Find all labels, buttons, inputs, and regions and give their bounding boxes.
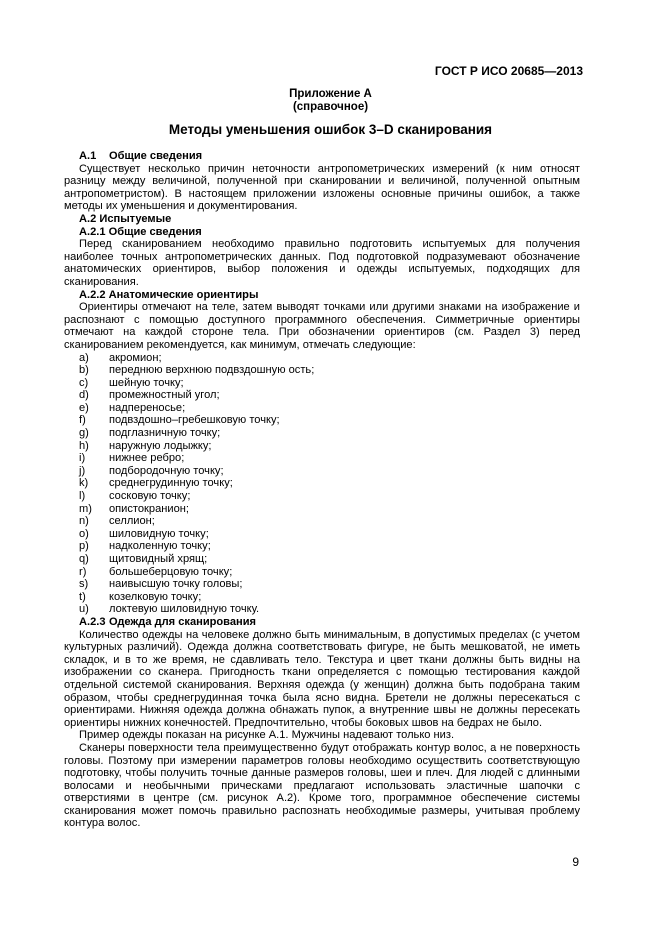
list-item-marker: n) — [79, 515, 89, 528]
list-item-marker: g) — [79, 427, 89, 440]
section-a22-heading: А.2.2 Анатомические ориентиры — [79, 288, 259, 301]
list-item — [64, 414, 580, 427]
list-item-marker: o) — [79, 527, 89, 540]
list-item-text: щитовидный хрящ; — [109, 553, 208, 565]
list-item — [64, 477, 580, 490]
list-item-text: нижнее ребро; — [109, 452, 185, 465]
list-item-text: подбородочную точку; — [109, 464, 224, 477]
list-item — [64, 553, 580, 566]
annex-kind: (справочное) — [292, 101, 369, 113]
document-body — [64, 150, 580, 830]
list-item-text: наружную лодыжку; — [109, 439, 212, 452]
list-item-marker: t) — [79, 590, 86, 603]
section-number: А.2.3 — [79, 615, 106, 628]
list-item — [64, 377, 580, 390]
list-item — [64, 578, 580, 591]
list-item-marker: e) — [79, 401, 89, 414]
list-item-marker: i) — [79, 452, 86, 465]
section-number: А.1 — [79, 150, 97, 162]
list-item — [64, 452, 580, 465]
section-a1-text: Существует несколько причин неточности антропометрических измерений (к ним относят разницу между величиной, полученной при сканировании и величиной, полученной опытным антропометристом). В настоящем приложении изложены основные причины ошибок, а также методы их уменьшения и документирования. — [64, 162, 580, 213]
list-item — [64, 364, 580, 377]
list-item — [64, 389, 580, 402]
section-a23-paragraph-3: Сканеры поверхности тела преимущественно будут отображать контур волос, а не поверхность головы. Поэтому при измерении параметров головы необходимо осуществить соответствующую подготовку, чтобы получить точные данные размеров головы, шеи и плеч. Для людей с длинными волосами и необычными прическами предлагают использовать эластичные шапочки с отверстиями в центре (см. рисунок А.2). Кроме того, программное обеспечение системы сканирования может помочь правильно распознать необходимые размеры, учитывая проблему контура волос. — [64, 741, 580, 830]
list-item — [64, 566, 580, 579]
list-item-text: опистокранион; — [109, 502, 189, 515]
list-item — [64, 490, 580, 503]
list-item-text: акромион; — [109, 351, 162, 364]
list-item-text: шейную точку; — [109, 376, 184, 389]
page-title: Методы уменьшения ошибок 3–D сканирования — [168, 122, 493, 137]
list-item-marker: q) — [79, 553, 89, 565]
list-item-text: селлион; — [109, 515, 155, 528]
list-item — [64, 528, 580, 541]
list-item-marker: b) — [79, 364, 89, 377]
list-item — [64, 515, 580, 528]
list-item — [64, 591, 580, 604]
list-item — [64, 427, 580, 440]
section-a1-heading — [64, 150, 580, 163]
section-a21-heading: А.2.1 Общие сведения — [79, 225, 202, 238]
list-item-text: локтевую шиловидную точку. — [109, 603, 260, 616]
list-item-marker: h) — [79, 439, 89, 452]
list-item-text: среднегрудинную точку; — [109, 477, 233, 490]
list-item — [64, 440, 580, 453]
section-a23-paragraph-1: Количество одежды на человеке должно быть минимальным, в допустимых пределах (с учетом культурных различий). Одежда должна соответствовать фигуре, не быть мешковатой, не иметь складок, и в то же время, не сдавливать тело. Текстура и цвет ткани должны быть видны на изображении со сканера. Пригодность ткани определяется с помощью тестирования каждой отдельной системой сканирования. Верхняя одежда (у женщин) должна быть подобрана таким образом, чтобы среднегрудинная точка была ясно видна. Бретели не должны пересекаться с ориентирами. Нижняя одежда должна обнажать пупок, а внутренние швы не должны пересекать ориентиры нижних конечностей. Предпочтительно, чтобы боковых швов на бедрах не было. — [64, 628, 580, 729]
section-title: Общие сведения — [109, 150, 203, 162]
list-item — [64, 603, 580, 616]
list-item-text: надколенную точку; — [109, 540, 211, 553]
list-item-text: переднюю верхнюю подвздошную ость; — [109, 364, 315, 377]
list-item-marker: f) — [79, 414, 86, 427]
landmark-list — [64, 352, 580, 616]
list-item-text: подглазничную точку; — [109, 427, 221, 440]
list-item-text: шиловидную точку; — [109, 527, 209, 540]
annex-label: Приложение А — [289, 88, 372, 100]
list-item — [64, 352, 580, 365]
list-item-text: подвздошно–гребешковую точку; — [109, 414, 280, 427]
list-item-marker: u) — [79, 603, 89, 616]
list-item — [64, 540, 580, 553]
list-item-marker: s) — [79, 578, 89, 591]
section-a21-text: Перед сканированием необходимо правильно подготовить испытуемых для получения наиболее точных антропометрических данных. Под подготовкой подразумевают обозначение анатомических ориентиров, выбор положения и одежды испытуемых, подходящих для сканирования. — [64, 238, 580, 288]
list-item-marker: a) — [79, 351, 89, 364]
list-item-marker: d) — [79, 389, 89, 402]
list-item-marker: m) — [79, 502, 92, 515]
section-a2-heading: А.2 Испытуемые — [79, 212, 172, 225]
list-item-text: сосковую точку; — [109, 490, 191, 503]
list-item — [64, 465, 580, 478]
list-item-text: большеберцовую точку; — [109, 565, 233, 578]
list-item-text: наивысшую точку головы; — [109, 578, 243, 591]
section-a23-paragraph-2: Пример одежды показан на рисунке А.1. Мужчины надевают только низ. — [79, 729, 455, 742]
list-item — [64, 503, 580, 516]
section-a23-heading — [64, 616, 580, 629]
annex-heading — [0, 88, 661, 114]
list-item-text: промежностный угол; — [109, 389, 220, 402]
document-header: ГОСТ Р ИСО 20685—2013 — [434, 64, 583, 78]
list-item — [64, 402, 580, 415]
list-item-text: козелковую точку; — [109, 590, 202, 603]
section-title: Одежда для сканирования — [109, 615, 257, 628]
list-item-marker: l) — [79, 490, 86, 503]
list-item-marker: k) — [79, 477, 89, 490]
list-item-marker: j) — [79, 464, 86, 477]
list-item-text: надпереносье; — [109, 401, 186, 414]
list-item-marker: c) — [79, 376, 89, 389]
page-number: 9 — [572, 855, 579, 869]
list-item-marker: r) — [79, 565, 87, 578]
list-item-marker: p) — [79, 540, 89, 553]
section-a22-text: Ориентиры отмечают на теле, затем выводят точками или другими знаками на изображение и распознают с помощью доступного программного обеспечения. Симметричные ориентиры отмечают на каждой стороне тела. При обозначении ориентиров (см. Раздел 3) перед сканированием рекомендуется, как минимум, отмечать следующие: — [64, 301, 580, 351]
